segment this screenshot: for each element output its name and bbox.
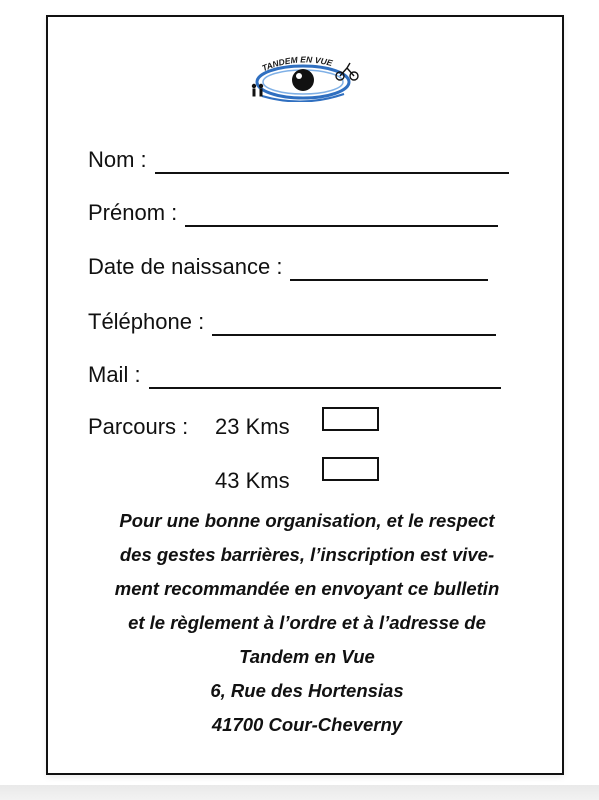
- registration-form-card: [46, 15, 564, 775]
- parcours-43-kms-label: 43 Kms: [215, 468, 290, 493]
- notice-line: des gestes barrières, l’inscription est vive-: [119, 544, 495, 565]
- telephone-input-line[interactable]: [212, 310, 496, 336]
- registration-notice: [78, 504, 536, 742]
- parcours-23-kms-label: 23 Kms: [215, 414, 290, 439]
- parcours-43-kms-checkbox[interactable]: [322, 457, 379, 481]
- prenom-input-line[interactable]: [185, 201, 498, 227]
- date-de-naissance-label: Date de naissance :: [88, 254, 283, 279]
- parcours-label: Parcours :: [88, 414, 189, 439]
- parcours-23-kms-checkbox[interactable]: [322, 407, 379, 431]
- prenom-label: Prénom :: [88, 200, 178, 225]
- notice-line: et le règlement à l’ordre et à l’adresse de: [128, 612, 486, 633]
- date-de-naissance-input-line[interactable]: [290, 255, 488, 281]
- telephone-field[interactable]: [88, 304, 496, 336]
- tandem-en-vue-logo: [244, 50, 362, 102]
- logo-text: TANDEM EN VUE: [260, 54, 334, 74]
- mail-field[interactable]: [88, 357, 501, 389]
- notice-line: ment recommandée en envoyant ce bulletin: [114, 578, 500, 599]
- notice-line: Pour une bonne organisation, et le respect: [119, 510, 495, 531]
- nom-input-line[interactable]: [155, 148, 509, 174]
- mail-label: Mail :: [88, 362, 141, 387]
- prenom-field[interactable]: [88, 195, 498, 227]
- notice-organizer-name: Tandem en Vue: [239, 646, 375, 667]
- notice-address-street: 6, Rue des Hortensias: [210, 680, 404, 701]
- date-de-naissance-field[interactable]: [88, 249, 488, 281]
- notice-address-city: 41700 Cour-Cheverny: [211, 714, 403, 735]
- mail-input-line[interactable]: [149, 363, 501, 389]
- nom-field[interactable]: [88, 142, 509, 174]
- nom-label: Nom :: [88, 147, 147, 172]
- telephone-label: Téléphone :: [88, 309, 205, 334]
